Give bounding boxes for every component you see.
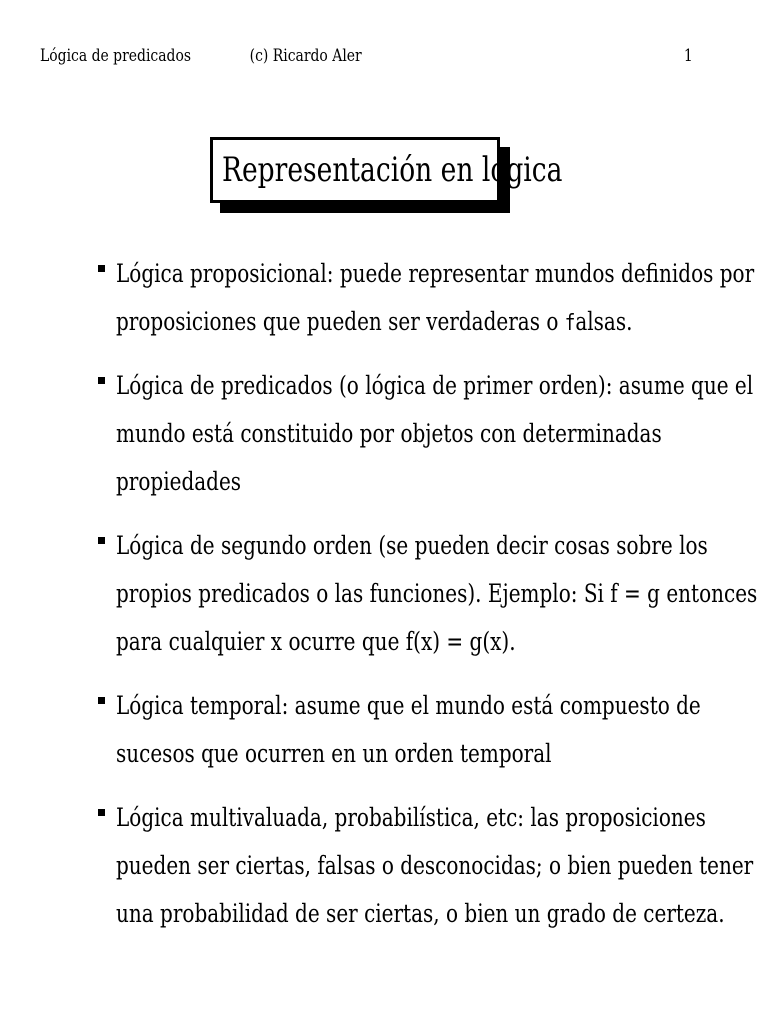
square-bullet-icon xyxy=(98,265,105,272)
square-bullet-icon xyxy=(98,697,105,704)
bullet-item-multivalued-logic xyxy=(0,794,768,938)
bullet-line: pueden ser ciertas, falsas o desconocidas; o bien pueden tener xyxy=(116,851,754,880)
header-author: (c) Ricardo Aler xyxy=(249,46,362,66)
bullet-line: propiedades xyxy=(116,467,242,496)
bullet-list xyxy=(0,250,768,954)
header-section-title: Lógica de predicados xyxy=(40,46,191,66)
page-number: 1 xyxy=(683,46,693,66)
bullet-item-second-order-logic xyxy=(0,522,768,666)
bullet-line: Lógica de predicados (o lógica de primer orden): asume que el xyxy=(116,371,754,400)
bullet-line: mundo está constituido por objetos con determinadas xyxy=(116,419,662,448)
bullet-line: propios predicados o las funciones). Ejemplo: Si f = g entonces xyxy=(116,579,758,608)
typewriter-fragment: f xyxy=(564,311,576,336)
square-bullet-icon xyxy=(98,377,105,384)
page-header xyxy=(40,46,693,70)
bullet-line: para cualquier x ocurre que f(x) = g(x). xyxy=(116,627,516,656)
bullet-item-temporal-logic xyxy=(0,682,768,778)
bullet-line-text: proposiciones que pueden ser verdaderas o xyxy=(116,307,565,336)
bullet-item-predicate-logic xyxy=(0,362,768,506)
bullet-line: una probabilidad de ser ciertas, o bien un grado de certeza. xyxy=(116,899,725,928)
bullet-line: Lógica proposicional: puede representar mundos definidos por xyxy=(116,259,755,288)
bullet-line: sucesos que ocurren en un orden temporal xyxy=(116,739,552,768)
square-bullet-icon xyxy=(98,809,105,816)
bullet-line: Lógica temporal: asume que el mundo está compuesto de xyxy=(116,691,701,720)
bullet-line: Lógica de segundo orden (se pueden decir cosas sobre los xyxy=(116,531,708,560)
bullet-line: Lógica multivaluada, probabilística, etc: las proposiciones xyxy=(116,803,706,832)
bullet-line xyxy=(116,298,638,346)
bullet-item-propositional-logic xyxy=(0,250,768,346)
title-box xyxy=(210,137,563,203)
square-bullet-icon xyxy=(98,537,105,544)
bullet-line-tail: alsas. xyxy=(575,307,633,336)
slide-title: Representación en lógica xyxy=(222,150,563,190)
slide-title-frame xyxy=(210,137,563,213)
